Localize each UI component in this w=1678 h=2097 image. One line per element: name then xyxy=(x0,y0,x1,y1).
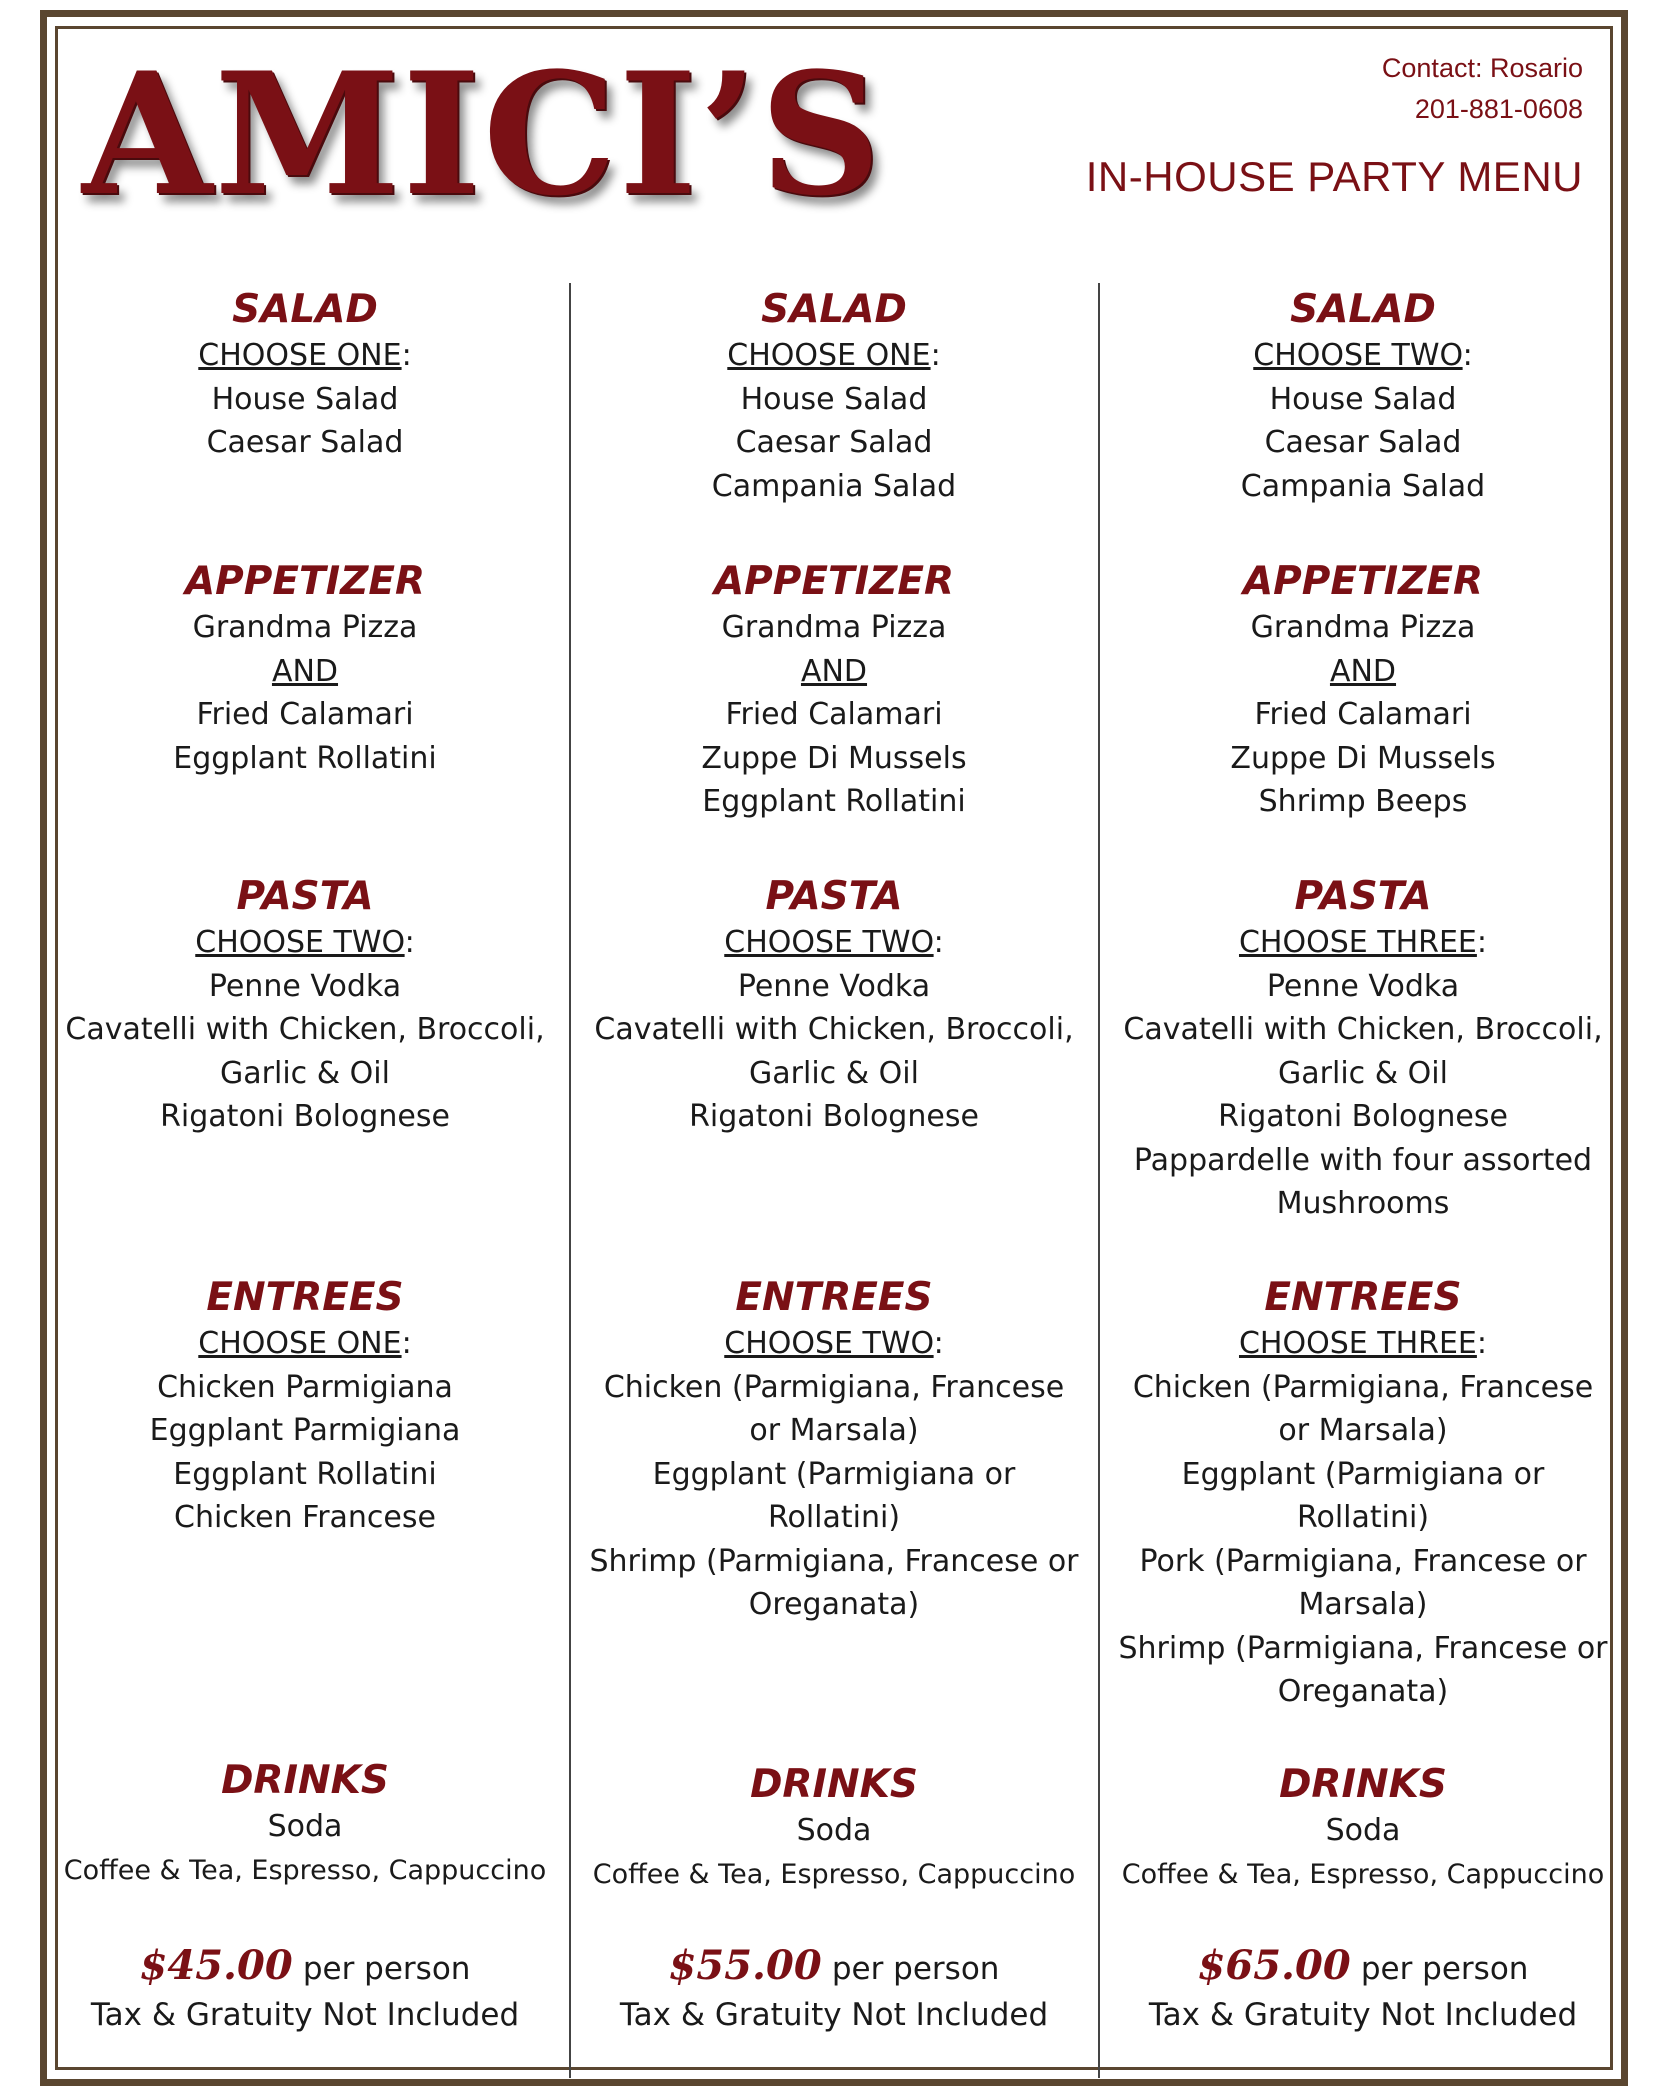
menu-item: Garlic & Oil xyxy=(220,1055,390,1091)
tax-note: Tax & Gratuity Not Included xyxy=(90,1997,520,2033)
menu-item: Rigatoni Bolognese xyxy=(689,1099,979,1134)
price-amount: $45.00 xyxy=(139,1942,293,1989)
menu-item: House Salad xyxy=(211,381,399,417)
and-label: AND xyxy=(800,653,868,689)
choose-instruction: CHOOSE THREE: xyxy=(1238,925,1487,960)
menu-item: House Salad xyxy=(1269,381,1457,417)
menu-item: Rollatini) xyxy=(1296,1500,1430,1535)
menu-item: Soda xyxy=(796,1813,872,1848)
menu-item: Eggplant Rollatini xyxy=(173,740,437,776)
menu-item: Zuppe Di Mussels xyxy=(701,740,967,776)
menu-item: Fried Calamari xyxy=(196,697,414,732)
menu-item: Coffee & Tea, Espresso, Cappuccino xyxy=(63,1854,547,1886)
menu-item: Fried Calamari xyxy=(725,697,943,732)
choose-count: CHOOSE ONE xyxy=(727,338,931,373)
salad-heading: SALAD xyxy=(232,287,378,332)
contact-phone: 201-881-0608 xyxy=(1414,94,1583,124)
menu-item: Penne Vodka xyxy=(737,968,931,1004)
menu-item: Zuppe Di Mussels xyxy=(1230,740,1496,776)
drinks-heading: DRINKS xyxy=(1279,1762,1447,1807)
menu-item: Chicken (Parmigiana, Francese xyxy=(603,1369,1065,1405)
appetizer-heading: APPETIZER xyxy=(184,559,426,604)
entrees-heading: ENTREES xyxy=(1264,1275,1462,1320)
menu-item: or Marsala) xyxy=(749,1413,919,1448)
menu-item: Caesar Salad xyxy=(1264,425,1462,460)
entrees-section xyxy=(45,1274,565,1540)
menu-item: House Salad xyxy=(740,381,928,417)
menu-item: Eggplant Rollatini xyxy=(702,784,966,819)
menu-item: Eggplant Rollatini xyxy=(173,1456,437,1492)
and-connector xyxy=(45,650,565,694)
menu-item: Coffee & Tea, Espresso, Cappuccino xyxy=(1121,1858,1605,1890)
column-divider xyxy=(569,283,571,2078)
menu-item: Cavatelli with Chicken, Broccoli, xyxy=(1123,1012,1603,1047)
choose-count: CHOOSE TWO xyxy=(1253,338,1463,373)
appetizer-section xyxy=(1103,558,1623,824)
menu-item: Grandma Pizza xyxy=(721,610,947,645)
appetizer-heading: APPETIZER xyxy=(1242,559,1484,604)
menu-item: Eggplant (Parmigiana or xyxy=(652,1456,1016,1492)
package-column-1 xyxy=(45,0,565,2097)
drinks-heading: DRINKS xyxy=(750,1762,918,1807)
menu-item: Eggplant Parmigiana xyxy=(149,1413,461,1448)
and-connector xyxy=(574,650,1094,694)
menu-item: Cavatelli with Chicken, Broccoli, xyxy=(594,1012,1074,1047)
price-amount: $65.00 xyxy=(1197,1942,1351,1989)
pasta-section xyxy=(574,873,1094,1139)
per-person-label: per person xyxy=(1360,1951,1529,1987)
choose-instruction: CHOOSE ONE: xyxy=(198,338,412,373)
menu-item: Fried Calamari xyxy=(1254,697,1472,732)
drinks-section xyxy=(574,1761,1094,1896)
per-person-label: per person xyxy=(302,1951,471,1987)
salad-section xyxy=(1103,286,1623,508)
choose-count: CHOOSE ONE xyxy=(198,1326,402,1361)
menu-item: Oreganata) xyxy=(1277,1674,1449,1709)
price-section xyxy=(45,1942,565,2037)
per-person-label: per person xyxy=(831,1951,1000,1987)
menu-item: Chicken (Parmigiana, Francese xyxy=(1132,1369,1594,1405)
menu-item: Rigatoni Bolognese xyxy=(160,1099,450,1134)
appetizer-heading: APPETIZER xyxy=(713,559,955,604)
menu-item: Rigatoni Bolognese xyxy=(1218,1099,1508,1134)
menu-item: Coffee & Tea, Espresso, Cappuccino xyxy=(592,1858,1076,1890)
appetizer-section xyxy=(574,558,1094,824)
menu-item: Mushrooms xyxy=(1276,1186,1450,1221)
pasta-section xyxy=(1103,873,1623,1226)
pasta-heading: PASTA xyxy=(1294,874,1432,919)
menu-item: Rollatini) xyxy=(767,1500,901,1535)
menu-item: Eggplant (Parmigiana or xyxy=(1181,1456,1545,1492)
pasta-heading: PASTA xyxy=(765,874,903,919)
menu-item: Chicken Parmigiana xyxy=(157,1369,453,1405)
contact-name: Contact: Rosario xyxy=(1381,53,1583,83)
price-section xyxy=(574,1942,1094,2037)
menu-item: Pork (Parmigiana, Francese or xyxy=(1139,1543,1587,1579)
menu-item: Garlic & Oil xyxy=(1278,1055,1448,1091)
menu-item: Chicken Francese xyxy=(174,1500,436,1535)
menu-item: Campania Salad xyxy=(1240,468,1486,504)
drinks-section xyxy=(1103,1761,1623,1896)
price-section xyxy=(1103,1942,1623,2037)
and-label: AND xyxy=(1329,653,1397,689)
drinks-heading: DRINKS xyxy=(221,1758,389,1803)
choose-instruction: CHOOSE TWO: xyxy=(724,925,944,960)
salad-heading: SALAD xyxy=(1290,287,1436,332)
choose-instruction: CHOOSE TWO: xyxy=(724,1326,944,1361)
choose-instruction: CHOOSE TWO: xyxy=(195,925,415,960)
choose-count: CHOOSE THREE xyxy=(1238,925,1477,960)
menu-title: IN-HOUSE PARTY MENU xyxy=(1085,153,1583,200)
drinks-section xyxy=(45,1757,565,1892)
menu-item: or Marsala) xyxy=(1278,1413,1448,1448)
choose-count: CHOOSE TWO xyxy=(724,1326,934,1361)
entrees-section xyxy=(574,1274,1094,1627)
menu-item: Cavatelli with Chicken, Broccoli, xyxy=(65,1012,545,1047)
menu-item: Marsala) xyxy=(1298,1587,1428,1622)
menu-item: Shrimp (Parmigiana, Francese or xyxy=(589,1543,1079,1579)
menu-item: Caesar Salad xyxy=(206,425,404,460)
salad-section xyxy=(45,286,565,465)
choose-instruction: CHOOSE ONE: xyxy=(198,1326,412,1361)
price-line xyxy=(574,1942,1094,1993)
price-line xyxy=(45,1942,565,1993)
package-column-3 xyxy=(1103,0,1623,2097)
choose-count: CHOOSE TWO xyxy=(195,925,405,960)
choose-instruction: CHOOSE ONE: xyxy=(727,338,941,373)
menu-item: Grandma Pizza xyxy=(1250,610,1476,645)
package-column-2 xyxy=(574,0,1094,2097)
choose-instruction: CHOOSE THREE: xyxy=(1238,1326,1487,1361)
menu-item: Garlic & Oil xyxy=(749,1055,919,1091)
pasta-section xyxy=(45,873,565,1139)
menu-item: Campania Salad xyxy=(711,468,957,504)
choose-instruction: CHOOSE TWO: xyxy=(1253,338,1473,373)
appetizer-section xyxy=(45,558,565,780)
menu-item: Penne Vodka xyxy=(208,968,402,1004)
price-amount: $55.00 xyxy=(668,1942,822,1989)
menu-item: Pappardelle with four assorted xyxy=(1133,1142,1593,1178)
tax-note: Tax & Gratuity Not Included xyxy=(1148,1997,1578,2033)
entrees-section xyxy=(1103,1274,1623,1714)
restaurant-logo: AMICI’S xyxy=(82,35,884,233)
menu-item: Soda xyxy=(267,1809,343,1844)
column-divider xyxy=(1098,283,1100,2078)
pasta-heading: PASTA xyxy=(236,874,374,919)
menu-item: Oreganata) xyxy=(748,1587,920,1622)
menu-item: Grandma Pizza xyxy=(192,610,418,645)
and-label: AND xyxy=(271,653,339,689)
entrees-heading: ENTREES xyxy=(735,1275,933,1320)
menu-item: Shrimp (Parmigiana, Francese or xyxy=(1118,1630,1608,1666)
price-line xyxy=(1103,1942,1623,1993)
salad-heading: SALAD xyxy=(761,287,907,332)
choose-count: CHOOSE TWO xyxy=(724,925,934,960)
and-connector xyxy=(1103,650,1623,694)
menu-item: Penne Vodka xyxy=(1266,968,1460,1004)
menu-item: Soda xyxy=(1325,1813,1401,1848)
salad-section xyxy=(574,286,1094,508)
tax-note: Tax & Gratuity Not Included xyxy=(619,1997,1049,2033)
menu-item: Shrimp Beeps xyxy=(1258,784,1468,819)
choose-count: CHOOSE THREE xyxy=(1238,1326,1477,1361)
choose-count: CHOOSE ONE xyxy=(198,338,402,373)
menu-item: Caesar Salad xyxy=(735,425,933,460)
entrees-heading: ENTREES xyxy=(206,1275,404,1320)
